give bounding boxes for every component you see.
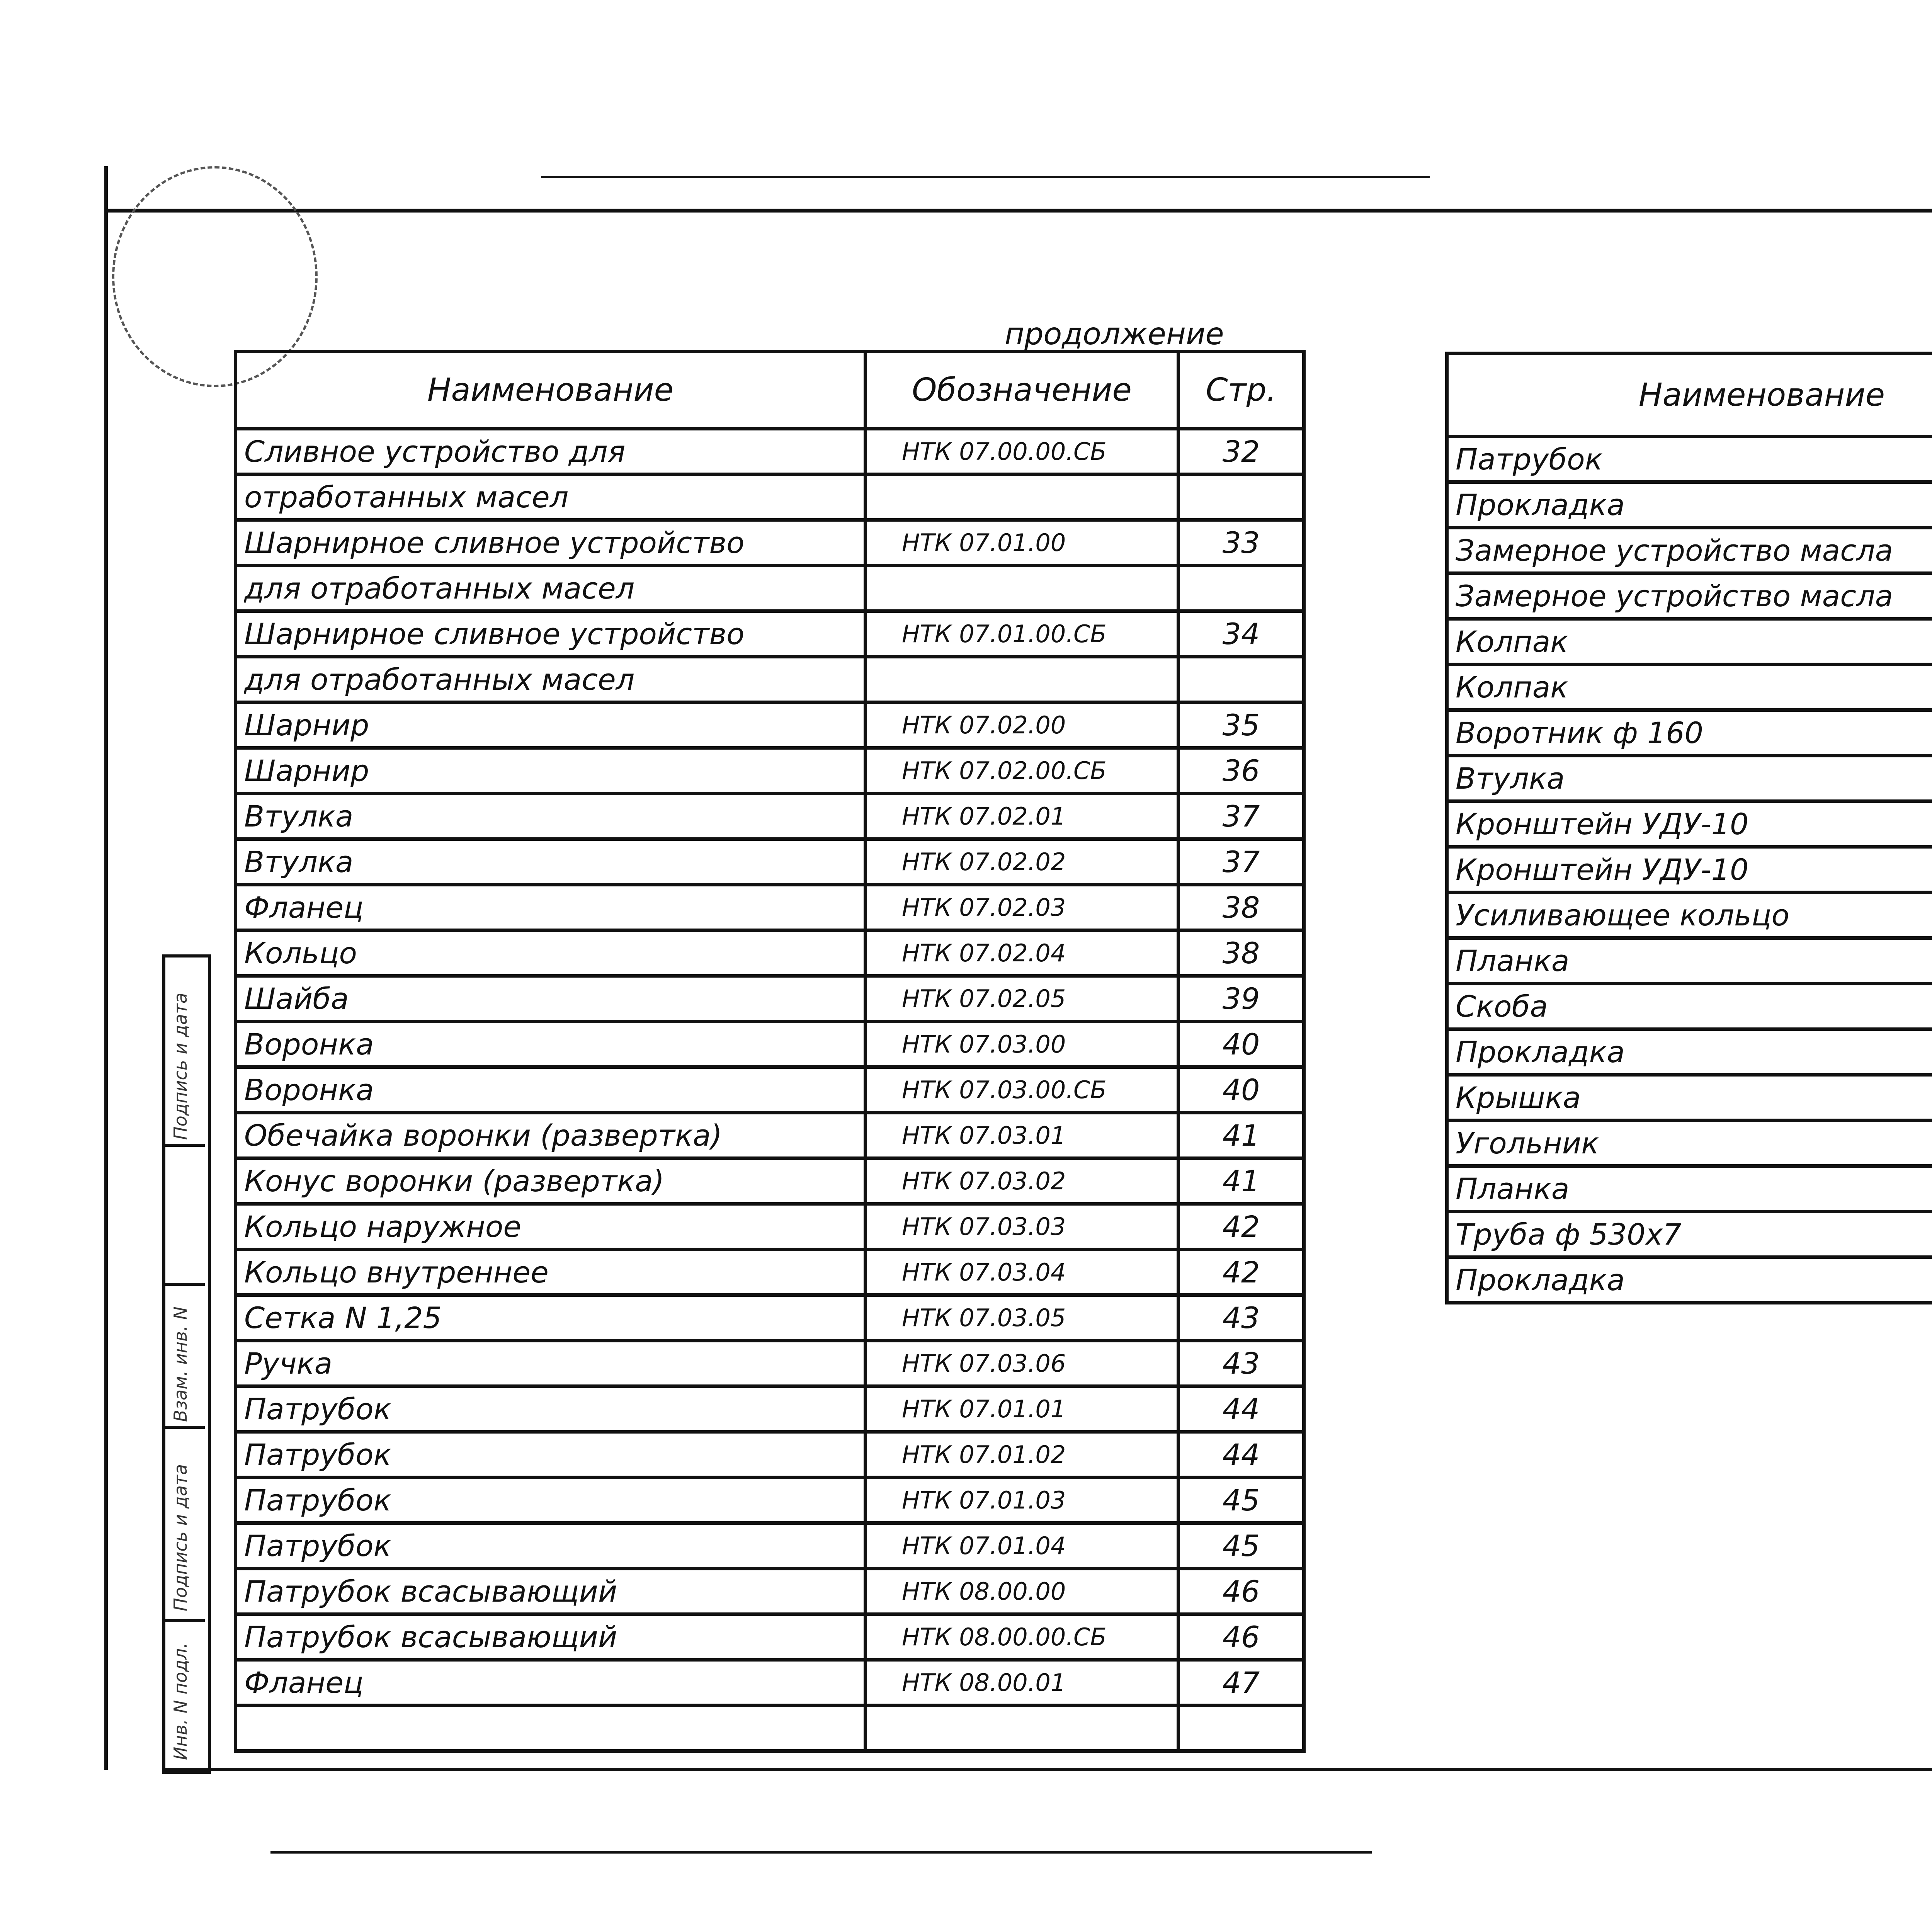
- item-designation: [866, 657, 1179, 702]
- item-page: 34: [1179, 611, 1304, 657]
- right-spec-table: [1445, 352, 1932, 1304]
- item-name: Колпак: [1447, 665, 1932, 710]
- table-row: [236, 1478, 1304, 1523]
- frame-top-line: [104, 209, 1932, 213]
- table-row: [236, 976, 1304, 1022]
- item-page: 44: [1179, 1432, 1304, 1478]
- item-page: 43: [1179, 1295, 1304, 1341]
- table-row: [236, 839, 1304, 885]
- left-table-body: [236, 429, 1304, 1751]
- item-designation: [866, 1706, 1179, 1751]
- table-row: [1447, 756, 1932, 801]
- table-row: [236, 1067, 1304, 1113]
- item-page: 40: [1179, 1067, 1304, 1113]
- item-name: Скоба: [1447, 984, 1932, 1029]
- frame-bottom-line: [162, 1768, 1932, 1771]
- item-name: Шарнирное сливное устройство: [236, 611, 866, 657]
- table-row: [1447, 573, 1932, 619]
- item-page: 38: [1179, 885, 1304, 930]
- item-page: 41: [1179, 1158, 1304, 1204]
- left-spec-table: [234, 350, 1306, 1753]
- table-row: [236, 611, 1304, 657]
- table-row: [236, 1113, 1304, 1158]
- item-designation: НТК 07.01.00: [866, 520, 1179, 566]
- item-designation: НТК 07.01.02: [866, 1432, 1179, 1478]
- table-row: [1447, 482, 1932, 528]
- item-name: Шайба: [236, 976, 866, 1022]
- item-name: Прокладка: [1447, 1257, 1932, 1303]
- item-designation: НТК 07.03.00.СБ: [866, 1067, 1179, 1113]
- item-designation: НТК 08.00.01: [866, 1660, 1179, 1706]
- col-header-page: Стр.: [1179, 352, 1304, 429]
- item-page: 45: [1179, 1523, 1304, 1569]
- table-row: [236, 520, 1304, 566]
- table-row: [236, 1569, 1304, 1614]
- col-header-designation: Обозначение: [866, 352, 1179, 429]
- item-page: 38: [1179, 930, 1304, 976]
- item-designation: НТК 08.00.00.СБ: [866, 1614, 1179, 1660]
- table-row: [236, 474, 1304, 520]
- table-row: [1447, 665, 1932, 710]
- item-designation: НТК 07.01.04: [866, 1523, 1179, 1569]
- item-page: 42: [1179, 1204, 1304, 1250]
- item-designation: НТК 07.02.05: [866, 976, 1179, 1022]
- item-page: 39: [1179, 976, 1304, 1022]
- item-designation: НТК 07.03.06: [866, 1341, 1179, 1386]
- table-row: [236, 1022, 1304, 1067]
- table-row: [236, 930, 1304, 976]
- item-name: Прокладка: [1447, 1029, 1932, 1075]
- item-page: 47: [1179, 1660, 1304, 1706]
- margin-label-sign-date-1: Подпись и дата: [170, 1464, 191, 1611]
- item-name: Патрубок всасывающий: [236, 1569, 866, 1614]
- col-header-name: Наименование: [236, 352, 866, 429]
- item-designation: [866, 566, 1179, 611]
- item-name: отработанных масел: [236, 474, 866, 520]
- table-row: [236, 1660, 1304, 1706]
- table-row: [1447, 893, 1932, 938]
- left-continuation-label: продолжение: [1005, 317, 1224, 352]
- item-name: [236, 1706, 866, 1751]
- item-name: Шарнир: [236, 702, 866, 748]
- table-row: [1447, 1212, 1932, 1257]
- table-row: [1447, 984, 1932, 1029]
- table-row: [236, 1295, 1304, 1341]
- item-name: Крышка: [1447, 1075, 1932, 1121]
- item-name: Патрубок всасывающий: [236, 1614, 866, 1660]
- item-name: Патрубок: [236, 1386, 866, 1432]
- table-row: [236, 1158, 1304, 1204]
- item-designation: [866, 474, 1179, 520]
- item-designation: НТК 07.02.03: [866, 885, 1179, 930]
- item-name: для отработанных масел: [236, 657, 866, 702]
- table-row: [236, 1432, 1304, 1478]
- table-row: [236, 657, 1304, 702]
- item-name: Воронка: [236, 1067, 866, 1113]
- table-row: [1447, 1257, 1932, 1303]
- table-row: [1447, 801, 1932, 847]
- item-designation: НТК 07.01.01: [866, 1386, 1179, 1432]
- table-row: [1447, 1121, 1932, 1166]
- item-designation: НТК 07.02.00.СБ: [866, 748, 1179, 794]
- item-name: Шарнирное сливное устройство: [236, 520, 866, 566]
- item-name: Ручка: [236, 1341, 866, 1386]
- item-name: Кольцо внутреннее: [236, 1250, 866, 1295]
- table-row: [236, 1386, 1304, 1432]
- item-name: Колпак: [1447, 619, 1932, 665]
- item-name: Втулка: [236, 794, 866, 839]
- item-designation: НТК 07.02.01: [866, 794, 1179, 839]
- item-name: Угольник: [1447, 1121, 1932, 1166]
- item-page: 36: [1179, 748, 1304, 794]
- table-row: [236, 1706, 1304, 1751]
- margin-divider: [162, 1144, 205, 1147]
- item-name: Обечайка воронки (развертка): [236, 1113, 866, 1158]
- margin-label-vzam-inv: Взам. инв. N: [170, 1306, 191, 1422]
- item-page: 37: [1179, 839, 1304, 885]
- frame-left-line: [104, 166, 108, 1770]
- item-page: 32: [1179, 429, 1304, 474]
- item-name: Фланец: [236, 885, 866, 930]
- item-name: Замерное устройство масла: [1447, 528, 1932, 573]
- table-row: [236, 1250, 1304, 1295]
- item-page: [1179, 566, 1304, 611]
- table-row: [236, 429, 1304, 474]
- table-row: [236, 794, 1304, 839]
- table-row: [1447, 710, 1932, 756]
- table-row: [236, 566, 1304, 611]
- item-name: Замерное устройство масла: [1447, 573, 1932, 619]
- margin-label-inv-podl: Инв. N подл.: [170, 1643, 191, 1760]
- item-name: Труба ф 530х7: [1447, 1212, 1932, 1257]
- item-name: Сливное устройство для: [236, 429, 866, 474]
- table-row: [1447, 1075, 1932, 1121]
- item-name: Планка: [1447, 1166, 1932, 1212]
- item-page: 35: [1179, 702, 1304, 748]
- item-page: [1179, 474, 1304, 520]
- item-designation: НТК 07.03.03: [866, 1204, 1179, 1250]
- table-row: [236, 702, 1304, 748]
- item-name: Патрубок: [236, 1432, 866, 1478]
- item-page: 46: [1179, 1614, 1304, 1660]
- item-name: Патрубок: [236, 1523, 866, 1569]
- col-header-name: Наименование: [1447, 354, 1932, 437]
- right-table-body: [1447, 437, 1932, 1303]
- margin-divider: [162, 1283, 205, 1286]
- margin-divider: [162, 1426, 205, 1429]
- table-row: [1447, 619, 1932, 665]
- item-designation: НТК 07.02.00: [866, 702, 1179, 748]
- item-name: Планка: [1447, 938, 1932, 984]
- item-name: Сетка N 1,25: [236, 1295, 866, 1341]
- item-page: 40: [1179, 1022, 1304, 1067]
- item-page: 37: [1179, 794, 1304, 839]
- item-name: Кронштейн УДУ-10: [1447, 801, 1932, 847]
- item-name: Воронка: [236, 1022, 866, 1067]
- item-name: для отработанных масел: [236, 566, 866, 611]
- table-row: [1447, 847, 1932, 893]
- item-designation: НТК 07.03.04: [866, 1250, 1179, 1295]
- item-page: 46: [1179, 1569, 1304, 1614]
- table-row: [236, 885, 1304, 930]
- item-name: Кольцо наружное: [236, 1204, 866, 1250]
- item-page: [1179, 1706, 1304, 1751]
- item-page: 41: [1179, 1113, 1304, 1158]
- table-row: [236, 1204, 1304, 1250]
- item-name: Патрубок: [236, 1478, 866, 1523]
- item-page: 45: [1179, 1478, 1304, 1523]
- item-designation: НТК 07.03.05: [866, 1295, 1179, 1341]
- table-row: [1447, 437, 1932, 482]
- item-designation: НТК 08.00.00: [866, 1569, 1179, 1614]
- table-row: [1447, 1029, 1932, 1075]
- table-row: [236, 748, 1304, 794]
- frame-top-dash: [541, 176, 1430, 178]
- item-name: Патрубок: [1447, 437, 1932, 482]
- item-designation: НТК 07.00.00.СБ: [866, 429, 1179, 474]
- item-designation: НТК 07.03.00: [866, 1022, 1179, 1067]
- table-row: [1447, 938, 1932, 984]
- item-name: Кронштейн УДУ-10: [1447, 847, 1932, 893]
- item-page: 42: [1179, 1250, 1304, 1295]
- item-name: Фланец: [236, 1660, 866, 1706]
- table-row: [236, 1614, 1304, 1660]
- margin-divider: [162, 1619, 205, 1622]
- item-designation: НТК 07.01.00.СБ: [866, 611, 1179, 657]
- item-name: Шарнир: [236, 748, 866, 794]
- item-page: [1179, 657, 1304, 702]
- item-designation: НТК 07.03.02: [866, 1158, 1179, 1204]
- table-row: [236, 1341, 1304, 1386]
- margin-label-sign-date-2: Подпись и дата: [170, 992, 191, 1140]
- item-name: Конус воронки (развертка): [236, 1158, 866, 1204]
- item-page: 43: [1179, 1341, 1304, 1386]
- item-designation: НТК 07.03.01: [866, 1113, 1179, 1158]
- item-designation: НТК 07.01.03: [866, 1478, 1179, 1523]
- item-name: Усиливающее кольцо: [1447, 893, 1932, 938]
- item-page: 33: [1179, 520, 1304, 566]
- table-row: [236, 1523, 1304, 1569]
- frame-bottom-dash: [270, 1851, 1372, 1854]
- table-row: [1447, 528, 1932, 573]
- table-row: [1447, 1166, 1932, 1212]
- item-name: Кольцо: [236, 930, 866, 976]
- item-name: Воротник ф 160: [1447, 710, 1932, 756]
- item-designation: НТК 07.02.02: [866, 839, 1179, 885]
- item-name: Втулка: [1447, 756, 1932, 801]
- item-page: 44: [1179, 1386, 1304, 1432]
- seal-text: [166, 216, 193, 224]
- item-name: Прокладка: [1447, 482, 1932, 528]
- item-name: Втулка: [236, 839, 866, 885]
- item-designation: НТК 07.02.04: [866, 930, 1179, 976]
